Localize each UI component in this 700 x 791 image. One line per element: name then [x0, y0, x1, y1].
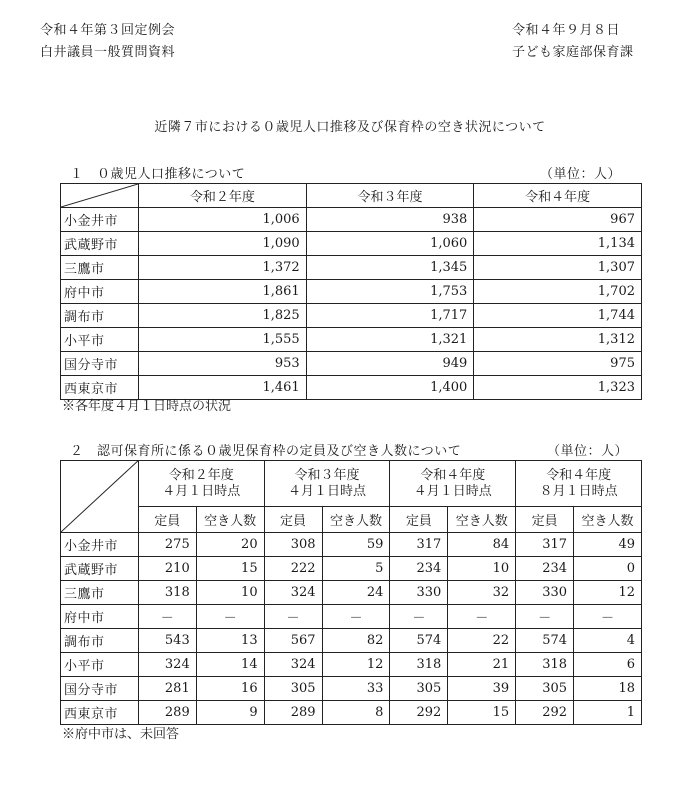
table-cell: 15	[448, 701, 516, 725]
table-cell: 330	[390, 581, 448, 605]
department-label: 子ども家庭部保育課	[512, 45, 634, 60]
table-cell: 292	[390, 701, 448, 725]
table-cell: 14	[196, 653, 264, 677]
group-header: 令和４年度 ４月１日時点	[390, 461, 516, 507]
group-header: 令和３年度 ４月１日時点	[264, 461, 390, 507]
vacancy-header: 空き人数	[448, 507, 516, 533]
capacity-header: 定員	[516, 507, 574, 533]
table-cell: 12	[322, 653, 390, 677]
city-name: 国分寺市	[61, 352, 139, 376]
table-cell: 953	[139, 352, 307, 376]
city-name: 調布市	[61, 629, 139, 653]
table-cell: 1,825	[139, 304, 307, 328]
table-cell: 1,345	[306, 256, 474, 280]
section2-unit: （単位：人）	[547, 444, 629, 459]
table-cell: 21	[448, 653, 516, 677]
table-cell: 234	[390, 557, 448, 581]
table-cell: 305	[516, 677, 574, 701]
section1-note: ※各年度４月１日時点の状況	[62, 399, 232, 414]
population-table	[60, 183, 642, 400]
table-cell: 1	[574, 701, 642, 725]
table-cell: －	[264, 605, 322, 629]
table-cell: 1,312	[474, 328, 642, 352]
table-cell: 39	[448, 677, 516, 701]
table-cell: 18	[574, 677, 642, 701]
table-cell: －	[516, 605, 574, 629]
session-label: 令和４年第３回定例会	[40, 23, 176, 38]
table-cell: 543	[138, 629, 196, 653]
vacancy-header: 空き人数	[322, 507, 390, 533]
table-cell: 1,060	[306, 232, 474, 256]
column-header: 令和４年度	[474, 184, 642, 208]
city-name: 小金井市	[61, 208, 139, 232]
table-cell: 574	[390, 629, 448, 653]
nursery-capacity-table	[60, 460, 642, 725]
table-cell: －	[448, 605, 516, 629]
table-cell: 305	[264, 677, 322, 701]
group-header-row	[61, 461, 642, 507]
table-cell: 24	[322, 581, 390, 605]
table-cell: 317	[390, 533, 448, 557]
city-name: 西東京市	[61, 701, 139, 725]
capacity-header: 定員	[138, 507, 196, 533]
city-name: 小金井市	[61, 533, 139, 557]
table-row	[61, 677, 642, 701]
table-cell: 5	[322, 557, 390, 581]
document-title: 近隣７市における０歳児人口推移及び保育枠の空き状況について	[154, 120, 546, 135]
population-table-header	[61, 184, 642, 208]
table-cell: 289	[264, 701, 322, 725]
group-header: 令和４年度 ８月１日時点	[516, 461, 642, 507]
table-cell: 1,461	[139, 376, 307, 400]
table-row	[61, 208, 642, 232]
document-date: 令和４年９月８日	[512, 23, 621, 38]
table-cell: 84	[448, 533, 516, 557]
table-cell: 308	[264, 533, 322, 557]
table-cell: 16	[196, 677, 264, 701]
table-cell: 567	[264, 629, 322, 653]
table-cell: 20	[196, 533, 264, 557]
city-name: 武蔵野市	[61, 557, 139, 581]
table-cell: 10	[196, 581, 264, 605]
table-cell: 210	[138, 557, 196, 581]
table-cell: －	[322, 605, 390, 629]
table-cell: 324	[138, 653, 196, 677]
table-cell: 318	[516, 653, 574, 677]
section1-heading: １ ０歳児人口推移について	[70, 167, 246, 182]
table-cell: 49	[574, 533, 642, 557]
table-cell: 1,702	[474, 280, 642, 304]
city-name: 国分寺市	[61, 677, 139, 701]
table-cell: 1,321	[306, 328, 474, 352]
table-cell: 305	[390, 677, 448, 701]
table-cell: 10	[448, 557, 516, 581]
city-name: 三鷹市	[61, 581, 139, 605]
header-right	[512, 20, 634, 64]
table-row	[61, 533, 642, 557]
table-cell: 8	[322, 701, 390, 725]
table-cell: 1,753	[306, 280, 474, 304]
table-cell: 1,744	[474, 304, 642, 328]
table-row	[61, 605, 642, 629]
group-header: 令和２年度 ４月１日時点	[138, 461, 264, 507]
table-row	[61, 581, 642, 605]
section2-heading: ２ 認可保育所に係る０歳児保育枠の定員及び空き人数について	[70, 444, 462, 459]
table-cell: 1,717	[306, 304, 474, 328]
table-cell: 59	[322, 533, 390, 557]
table-cell: 975	[474, 352, 642, 376]
table-cell: 324	[264, 581, 322, 605]
table-row	[61, 280, 642, 304]
table-cell: 574	[516, 629, 574, 653]
section1-unit: （単位：人）	[540, 167, 622, 182]
table-cell: 1,134	[474, 232, 642, 256]
table-cell: 9	[196, 701, 264, 725]
table-cell: 82	[322, 629, 390, 653]
table-row	[61, 304, 642, 328]
table-row	[61, 232, 642, 256]
vacancy-header: 空き人数	[196, 507, 264, 533]
table-cell: 1,400	[306, 376, 474, 400]
table-cell: 1,555	[139, 328, 307, 352]
table-cell: 32	[448, 581, 516, 605]
table-row	[61, 557, 642, 581]
table-cell: 22	[448, 629, 516, 653]
header-corner	[61, 461, 139, 533]
table-cell: 330	[516, 581, 574, 605]
header-corner	[61, 184, 139, 208]
city-name: 三鷹市	[61, 256, 139, 280]
table-cell: 318	[390, 653, 448, 677]
table-cell: 1,861	[139, 280, 307, 304]
capacity-header: 定員	[264, 507, 322, 533]
table-cell: 0	[574, 557, 642, 581]
table-row	[61, 256, 642, 280]
table-cell: 33	[322, 677, 390, 701]
city-name: 府中市	[61, 280, 139, 304]
section2-note: ※府中市は、未回答	[62, 727, 180, 742]
column-header: 令和３年度	[306, 184, 474, 208]
table-row	[61, 653, 642, 677]
city-name: 小平市	[61, 653, 139, 677]
table-cell: －	[390, 605, 448, 629]
table-cell: 967	[474, 208, 642, 232]
table-cell: 4	[574, 629, 642, 653]
table-cell: 1,006	[139, 208, 307, 232]
table-cell: 1,090	[139, 232, 307, 256]
table-cell: 1,307	[474, 256, 642, 280]
table-row	[61, 328, 642, 352]
table-cell: 949	[306, 352, 474, 376]
table-row	[61, 352, 642, 376]
table-cell: 281	[138, 677, 196, 701]
table-cell: 292	[516, 701, 574, 725]
table-cell: 6	[574, 653, 642, 677]
table-row	[61, 629, 642, 653]
city-name: 西東京市	[61, 376, 139, 400]
capacity-header: 定員	[390, 507, 448, 533]
city-name: 小平市	[61, 328, 139, 352]
table-cell: 324	[264, 653, 322, 677]
table-cell: 1,323	[474, 376, 642, 400]
table-cell: 1,372	[139, 256, 307, 280]
table-cell: 234	[516, 557, 574, 581]
city-name: 武蔵野市	[61, 232, 139, 256]
table-cell: 317	[516, 533, 574, 557]
table-cell: 13	[196, 629, 264, 653]
city-name: 府中市	[61, 605, 139, 629]
table-cell: －	[196, 605, 264, 629]
column-header: 令和２年度	[139, 184, 307, 208]
header-left	[40, 20, 175, 64]
table-cell: －	[574, 605, 642, 629]
vacancy-header: 空き人数	[574, 507, 642, 533]
table-cell: 275	[138, 533, 196, 557]
material-label: 白井議員一般質問資料	[40, 45, 176, 60]
sub-header-row	[61, 507, 642, 533]
table-cell: －	[138, 605, 196, 629]
table-row	[61, 701, 642, 725]
table-cell: 318	[138, 581, 196, 605]
table-cell: 222	[264, 557, 322, 581]
table-cell: 289	[138, 701, 196, 725]
city-name: 調布市	[61, 304, 139, 328]
table-cell: 12	[574, 581, 642, 605]
table-cell: 938	[306, 208, 474, 232]
table-cell: 15	[196, 557, 264, 581]
